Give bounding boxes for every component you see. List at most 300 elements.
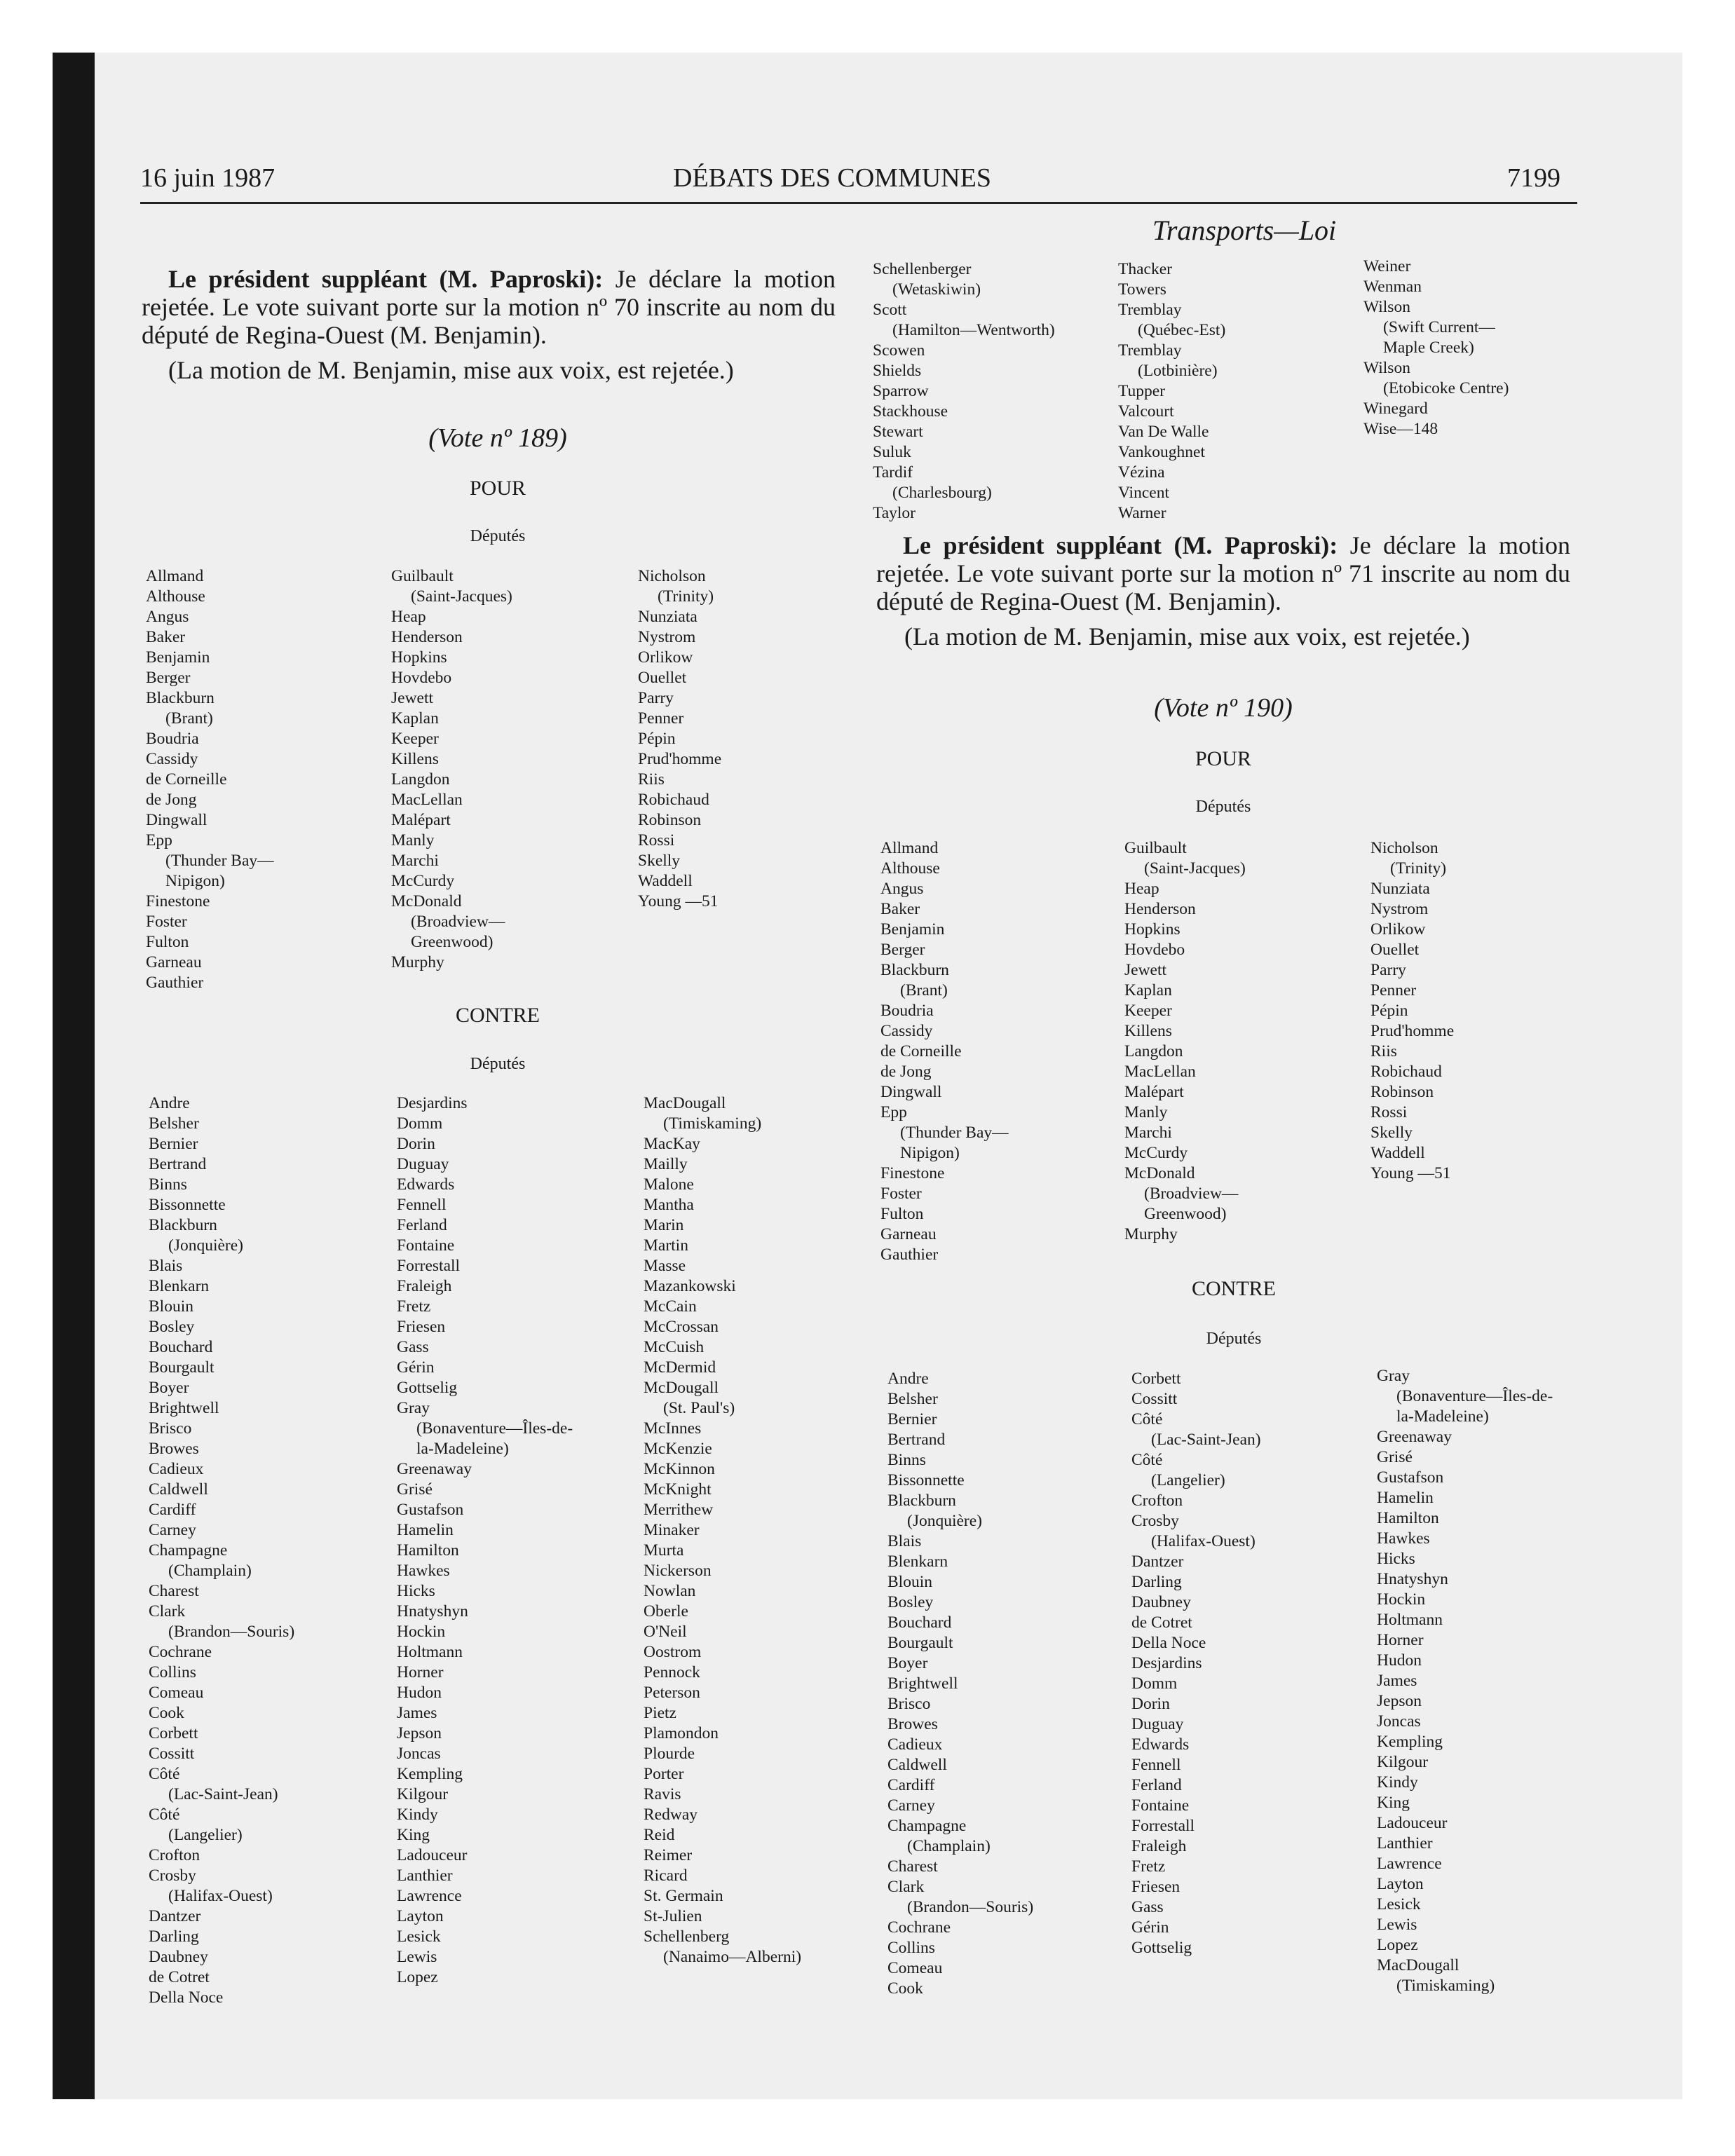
member-name: Fontaine (397, 1236, 455, 1255)
member-name: Bissonnette (149, 1196, 226, 1214)
member-name: Foster (880, 1185, 922, 1203)
member-name: Guilbault (391, 567, 454, 585)
member-name: Blenkarn (149, 1277, 210, 1295)
member-name: (Thunder Bay— (165, 852, 274, 870)
member-name: Nicholson (638, 567, 706, 585)
member-name: (Timiskaming) (663, 1114, 762, 1133)
member-name: Tupper (1118, 382, 1166, 400)
member-name: MacLellan (391, 791, 463, 809)
member-name: (Brandon—Souris) (907, 1898, 1034, 1916)
member-name: Boudria (146, 730, 199, 748)
member-name: Lesick (397, 1928, 441, 1946)
binding-edge (53, 53, 95, 2099)
member-name: Angus (880, 880, 924, 898)
member-name: Pietz (644, 1704, 676, 1722)
member-name: Brightwell (887, 1674, 958, 1693)
member-name: Duguay (1131, 1715, 1184, 1733)
left-result: (La motion de M. Benjamin, mise aux voix, est rejetée.) (168, 356, 734, 384)
member-name: (Jonquière) (907, 1512, 983, 1530)
member-name: Hawkes (397, 1562, 450, 1580)
member-name: Ladouceur (1377, 1814, 1448, 1832)
member-name: McDermid (644, 1358, 716, 1377)
member-name: Collins (149, 1663, 196, 1681)
member-name: Murta (644, 1541, 684, 1560)
member-name: Minaker (644, 1521, 700, 1539)
member-name: Browes (149, 1440, 199, 1458)
member-name: Lewis (1377, 1916, 1417, 1934)
member-name: Young —51 (1370, 1164, 1451, 1182)
member-name: Nipigon) (165, 872, 225, 890)
member-name: Hopkins (1124, 920, 1181, 939)
member-name: Berger (880, 941, 925, 959)
member-name: la-Madeleine) (1396, 1407, 1489, 1426)
member-name: McCurdy (1124, 1144, 1188, 1162)
member-name: Ouellet (1370, 941, 1420, 959)
member-name: Fulton (880, 1205, 924, 1223)
member-name: Joncas (1377, 1712, 1421, 1731)
member-name: James (397, 1704, 437, 1722)
member-name: Murphy (391, 953, 444, 971)
member-name: Orlikow (638, 648, 693, 667)
member-name: King (397, 1826, 430, 1844)
member-name: Pépin (1370, 1002, 1408, 1020)
member-name: Charest (149, 1582, 199, 1600)
member-name: Ladouceur (397, 1846, 468, 1864)
member-name: Greenaway (397, 1460, 472, 1478)
member-name: Andre (149, 1094, 190, 1112)
member-name: Berger (146, 669, 191, 687)
member-name: Waddell (638, 872, 693, 890)
member-name: Greenwood) (411, 933, 494, 951)
member-name: Angus (146, 608, 189, 626)
member-name: (Langelier) (1151, 1471, 1225, 1489)
member-name: (Swift Current— (1383, 318, 1495, 336)
member-name: Masse (644, 1257, 686, 1275)
member-name: Tremblay (1118, 301, 1182, 319)
member-name: (Lac-Saint-Jean) (1151, 1431, 1261, 1449)
member-name: (Bonaventure—Îles-de- (1396, 1387, 1553, 1405)
pour-189-col2 (391, 566, 512, 973)
member-name: Dantzer (1131, 1553, 1184, 1571)
member-name: Joncas (397, 1745, 441, 1763)
member-name: Malone (644, 1175, 694, 1194)
member-name: McCain (644, 1297, 697, 1316)
member-name: King (1377, 1794, 1410, 1812)
member-name: Prud'homme (638, 750, 722, 768)
member-name: Cook (149, 1704, 184, 1722)
member-name: (Québec-Est) (1138, 321, 1226, 339)
member-name: Gottselig (397, 1379, 458, 1397)
member-name: Blackburn (880, 961, 949, 979)
member-name: (Halifax-Ouest) (1151, 1532, 1256, 1550)
member-name: Desjardins (1131, 1654, 1202, 1672)
member-name: Hamelin (397, 1521, 454, 1539)
member-name: Hicks (1377, 1550, 1415, 1568)
member-name: Bissonnette (887, 1471, 965, 1489)
member-name: Layton (397, 1907, 444, 1925)
member-name: Vincent (1118, 484, 1169, 502)
member-name: O'Neil (644, 1623, 687, 1641)
pour-190-col3 (1370, 838, 1454, 1184)
member-name: (Champlain) (168, 1562, 252, 1580)
member-name: Dorin (1131, 1695, 1170, 1713)
member-name: Della Noce (1131, 1634, 1206, 1652)
member-name: Scott (873, 301, 907, 319)
member-name: Shields (873, 362, 922, 380)
member-name: Schellenberg (644, 1928, 730, 1946)
member-name: Carney (149, 1521, 196, 1539)
member-name: Gray (397, 1399, 430, 1417)
member-name: Rossi (1370, 1103, 1408, 1121)
member-name: McCuish (644, 1338, 705, 1356)
member-name: Althouse (146, 587, 205, 606)
member-name: Cossitt (149, 1745, 195, 1763)
member-name: Lawrence (397, 1887, 462, 1905)
member-name: (St. Paul's) (663, 1399, 735, 1417)
member-name: Horner (1377, 1631, 1424, 1649)
member-name: Blouin (887, 1573, 932, 1591)
member-name: Friesen (397, 1318, 446, 1336)
member-name: James (1377, 1672, 1417, 1690)
member-name: Dorin (397, 1135, 435, 1153)
member-name: Plourde (644, 1745, 695, 1763)
member-name: Hovdebo (391, 669, 452, 687)
member-name: Benjamin (146, 648, 210, 667)
member-name: de Jong (146, 791, 197, 809)
member-name: Baker (880, 900, 920, 918)
member-name: Bourgault (149, 1358, 215, 1377)
member-name: Fennell (397, 1196, 447, 1214)
member-name: Guilbault (1124, 839, 1187, 857)
member-name: Henderson (1124, 900, 1196, 918)
member-name: MacLellan (1124, 1063, 1196, 1081)
deputes-heading-190-pour: Députés (1195, 798, 1251, 816)
member-name: Mailly (644, 1155, 688, 1173)
member-name: Cochrane (149, 1643, 212, 1661)
member-name: de Cotret (1131, 1613, 1192, 1632)
member-name: Riis (1370, 1042, 1397, 1060)
member-name: Bosley (149, 1318, 195, 1336)
member-name: (Halifax-Ouest) (168, 1887, 273, 1905)
member-name: Nowlan (644, 1582, 696, 1600)
member-name: Suluk (873, 443, 911, 461)
member-name: McDonald (1124, 1164, 1195, 1182)
member-name: Darling (1131, 1573, 1182, 1591)
member-name: (Timiskaming) (1396, 1977, 1495, 1995)
member-name: Bernier (149, 1135, 198, 1153)
member-name: Côté (1131, 1410, 1163, 1428)
contre-190-col3 (1377, 1366, 1553, 1996)
member-name: Comeau (887, 1959, 943, 1977)
member-name: Penner (638, 709, 684, 728)
member-name: Weiner (1363, 257, 1411, 275)
member-name: Boudria (880, 1002, 934, 1020)
page-number: 7199 (1507, 163, 1560, 193)
member-name: (Hamilton—Wentworth) (892, 321, 1055, 339)
member-name: MacDougall (1377, 1956, 1460, 1974)
member-name: Maple Creek) (1383, 339, 1474, 357)
member-name: Manly (391, 831, 435, 850)
member-name: Benjamin (880, 920, 945, 939)
member-name: Robinson (1370, 1083, 1434, 1101)
member-name: Valcourt (1118, 402, 1174, 421)
contre-189-col1 (149, 1093, 294, 2008)
member-name: Binns (149, 1175, 187, 1194)
member-name: Lanthier (397, 1867, 453, 1885)
member-name: Edwards (397, 1175, 455, 1194)
member-name: Nunziata (638, 608, 698, 626)
member-name: Plamondon (644, 1724, 719, 1742)
left-statement (142, 265, 836, 349)
member-name: Vankoughnet (1118, 443, 1206, 461)
pour-heading-189: POUR (469, 477, 526, 500)
member-name: Heap (1124, 880, 1159, 898)
member-name: Darling (149, 1928, 199, 1946)
member-name: Cochrane (887, 1918, 951, 1937)
member-name: Riis (638, 770, 665, 789)
contre-189-cont-col1 (873, 259, 1055, 524)
member-name: Robichaud (1370, 1063, 1442, 1081)
member-name: Waddell (1370, 1144, 1425, 1162)
member-name: Gérin (397, 1358, 435, 1377)
member-name: (Etobicoke Centre) (1383, 379, 1509, 397)
member-name: Lesick (1377, 1895, 1421, 1913)
member-name: Gauthier (146, 974, 204, 992)
member-name: Forrestall (397, 1257, 461, 1275)
member-name: Charest (887, 1857, 938, 1876)
pour-190-col2 (1124, 838, 1246, 1245)
member-name: Kilgour (1377, 1753, 1429, 1771)
member-name: McDougall (644, 1379, 719, 1397)
member-name: Crosby (149, 1867, 196, 1885)
member-name: Champagne (887, 1817, 967, 1835)
member-name: Foster (146, 913, 187, 931)
member-name: Caldwell (149, 1480, 208, 1499)
member-name: (Brant) (900, 981, 948, 999)
member-name: Warner (1118, 504, 1166, 522)
member-name: Finestone (146, 892, 210, 910)
member-name: Gass (1131, 1898, 1164, 1916)
member-name: Redway (644, 1806, 698, 1824)
member-name: Forrestall (1131, 1817, 1195, 1835)
member-name: Hamelin (1377, 1489, 1434, 1507)
member-name: Penner (1370, 981, 1417, 999)
member-name: Killens (391, 750, 439, 768)
member-name: McKenzie (644, 1440, 712, 1458)
member-name: Blackburn (146, 689, 215, 707)
member-name: Cadieux (887, 1735, 943, 1754)
contre-190-col2 (1131, 1369, 1261, 1958)
member-name: Dingwall (880, 1083, 942, 1101)
member-name: Gottselig (1131, 1939, 1192, 1957)
member-name: Mantha (644, 1196, 694, 1214)
member-name: Bertrand (887, 1431, 946, 1449)
member-name: Cassidy (146, 750, 198, 768)
member-name: Lawrence (1377, 1855, 1442, 1873)
member-name: McCrossan (644, 1318, 719, 1336)
member-name: Baker (146, 628, 186, 646)
member-name: Kilgour (397, 1785, 449, 1803)
member-name: Porter (644, 1765, 684, 1783)
member-name: Martin (644, 1236, 688, 1255)
member-name: Clark (149, 1602, 186, 1621)
member-name: Greenaway (1377, 1428, 1452, 1446)
member-name: Binns (887, 1451, 926, 1469)
member-name: McCurdy (391, 872, 455, 890)
member-name: Nipigon) (900, 1144, 960, 1162)
member-name: Epp (146, 831, 172, 850)
member-name: Fontaine (1131, 1796, 1190, 1815)
header-date: 16 juin 1987 (140, 163, 275, 193)
member-name: (Charlesbourg) (892, 484, 992, 502)
member-name: Nicholson (1370, 839, 1438, 857)
member-name: Blais (887, 1532, 922, 1550)
member-name: Lanthier (1377, 1834, 1433, 1853)
member-name: Manly (1124, 1103, 1168, 1121)
member-name: Pépin (638, 730, 676, 748)
member-name: Orlikow (1370, 920, 1426, 939)
member-name: Ravis (644, 1785, 681, 1803)
member-name: Belsher (149, 1114, 199, 1133)
member-name: Andre (887, 1370, 929, 1388)
member-name: Desjardins (397, 1094, 468, 1112)
member-name: Robichaud (638, 791, 709, 809)
member-name: (Broadview— (411, 913, 505, 931)
vote-190-title: (Vote nº 190) (1154, 693, 1293, 723)
contre-heading-190: CONTRE (1192, 1277, 1276, 1300)
member-name: Collins (887, 1939, 935, 1957)
member-name: Hudon (1377, 1651, 1422, 1670)
member-name: Ricard (644, 1867, 688, 1885)
member-name: Henderson (391, 628, 463, 646)
member-name: Bosley (887, 1593, 934, 1611)
member-name: Champagne (149, 1541, 228, 1560)
member-name: Corbett (149, 1724, 198, 1742)
contre-189-cont-col3 (1363, 257, 1509, 439)
member-name: Clark (887, 1878, 925, 1896)
contre-heading-189: CONTRE (456, 1004, 540, 1027)
member-name: Browes (887, 1715, 938, 1733)
member-name: Sparrow (873, 382, 929, 400)
member-name: Crosby (1131, 1512, 1179, 1530)
member-name: MacDougall (644, 1094, 726, 1112)
pour-heading-190: POUR (1195, 747, 1252, 770)
member-name: (Langelier) (168, 1826, 243, 1844)
member-name: Merrithew (644, 1501, 714, 1519)
member-name: de Corneille (880, 1042, 962, 1060)
member-name: Duguay (397, 1155, 449, 1173)
member-name: Kindy (397, 1806, 438, 1824)
member-name: Mazankowski (644, 1277, 736, 1295)
member-name: Ferland (1131, 1776, 1182, 1794)
member-name: (Thunder Bay— (900, 1124, 1009, 1142)
member-name: St-Julien (644, 1907, 702, 1925)
member-name: (Saint-Jacques) (1144, 859, 1246, 878)
member-name: Keeper (1124, 1002, 1172, 1020)
member-name: Gustafson (397, 1501, 464, 1519)
member-name: la-Madeleine) (416, 1440, 509, 1458)
member-name: Marchi (391, 852, 439, 870)
member-name: de Jong (880, 1063, 932, 1081)
member-name: Cook (887, 1979, 923, 1998)
statement-text-2: Je déclare la motion rejetée. Le vote suivant porte sur la motion nº 71 inscrite au nom du député de Regina-Ouest (M. Benjamin). (876, 531, 1570, 615)
member-name: (Trinity) (658, 587, 714, 606)
member-name: Rossi (638, 831, 675, 850)
member-name: Bertrand (149, 1155, 207, 1173)
member-name: (Trinity) (1390, 859, 1447, 878)
member-name: Lewis (397, 1948, 437, 1966)
statement-text: Je déclare la motion rejetée. Le vote suivant porte sur la motion nº 70 inscrite au nom du député de Regina-Ouest (M. Benjamin). (142, 265, 836, 349)
member-name: Jewett (1124, 961, 1167, 979)
member-name: Jepson (397, 1724, 442, 1742)
member-name: Epp (880, 1103, 907, 1121)
member-name: Fennell (1131, 1756, 1181, 1774)
member-name: Thacker (1118, 260, 1172, 278)
header-title: DÉBATS DES COMMUNES (673, 163, 991, 193)
right-statement (876, 531, 1570, 615)
member-name: Boyer (149, 1379, 189, 1397)
member-name: Bourgault (887, 1634, 953, 1652)
member-name: Gray (1377, 1367, 1410, 1385)
member-name: Hockin (1377, 1590, 1426, 1609)
member-name: Althouse (880, 859, 940, 878)
member-name: Kindy (1377, 1773, 1418, 1792)
member-name: (Champlain) (907, 1837, 991, 1855)
member-name: Oberle (644, 1602, 688, 1621)
member-name: Edwards (1131, 1735, 1190, 1754)
member-name: Côté (149, 1806, 180, 1824)
member-name: Jepson (1377, 1692, 1422, 1710)
contre-189-col3 (644, 1093, 801, 1967)
member-name: de Corneille (146, 770, 227, 789)
member-name: Fulton (146, 933, 189, 951)
member-name: (Nanaimo—Alberni) (663, 1948, 802, 1966)
member-name: Marchi (1124, 1124, 1172, 1142)
member-name: Hamilton (1377, 1509, 1439, 1527)
pour-189-col1 (146, 566, 274, 993)
member-name: Bernier (887, 1410, 937, 1428)
member-name: Skelly (1370, 1124, 1413, 1142)
member-name: Blais (149, 1257, 183, 1275)
member-name: Skelly (638, 852, 681, 870)
member-name: Nickerson (644, 1562, 712, 1580)
member-name: Van De Walle (1118, 423, 1209, 441)
member-name: McInnes (644, 1419, 702, 1438)
member-name: Fraleigh (1131, 1837, 1187, 1855)
member-name: Schellenberger (873, 260, 972, 278)
member-name: Parry (638, 689, 674, 707)
deputes-heading-189-pour: Députés (470, 527, 526, 545)
member-name: Kaplan (1124, 981, 1172, 999)
member-name: Holtmann (397, 1643, 463, 1661)
member-name: Killens (1124, 1022, 1172, 1040)
member-name: Fraleigh (397, 1277, 452, 1295)
member-name: Marin (644, 1216, 684, 1234)
member-name: Friesen (1131, 1878, 1181, 1896)
member-name: Crofton (1131, 1492, 1183, 1510)
member-name: Boyer (887, 1654, 928, 1672)
member-name: Greenwood) (1144, 1205, 1227, 1223)
member-name: Cassidy (880, 1022, 933, 1040)
member-name: Domm (397, 1114, 443, 1133)
member-name: Caldwell (887, 1756, 947, 1774)
member-name: Young —51 (638, 892, 719, 910)
pour-190-col1 (880, 838, 1009, 1265)
member-name: (Lac-Saint-Jean) (168, 1785, 278, 1803)
member-name: Brightwell (149, 1399, 219, 1417)
member-name: Fretz (1131, 1857, 1166, 1876)
right-result: (La motion de M. Benjamin, mise aux voix, est rejetée.) (904, 622, 1470, 650)
